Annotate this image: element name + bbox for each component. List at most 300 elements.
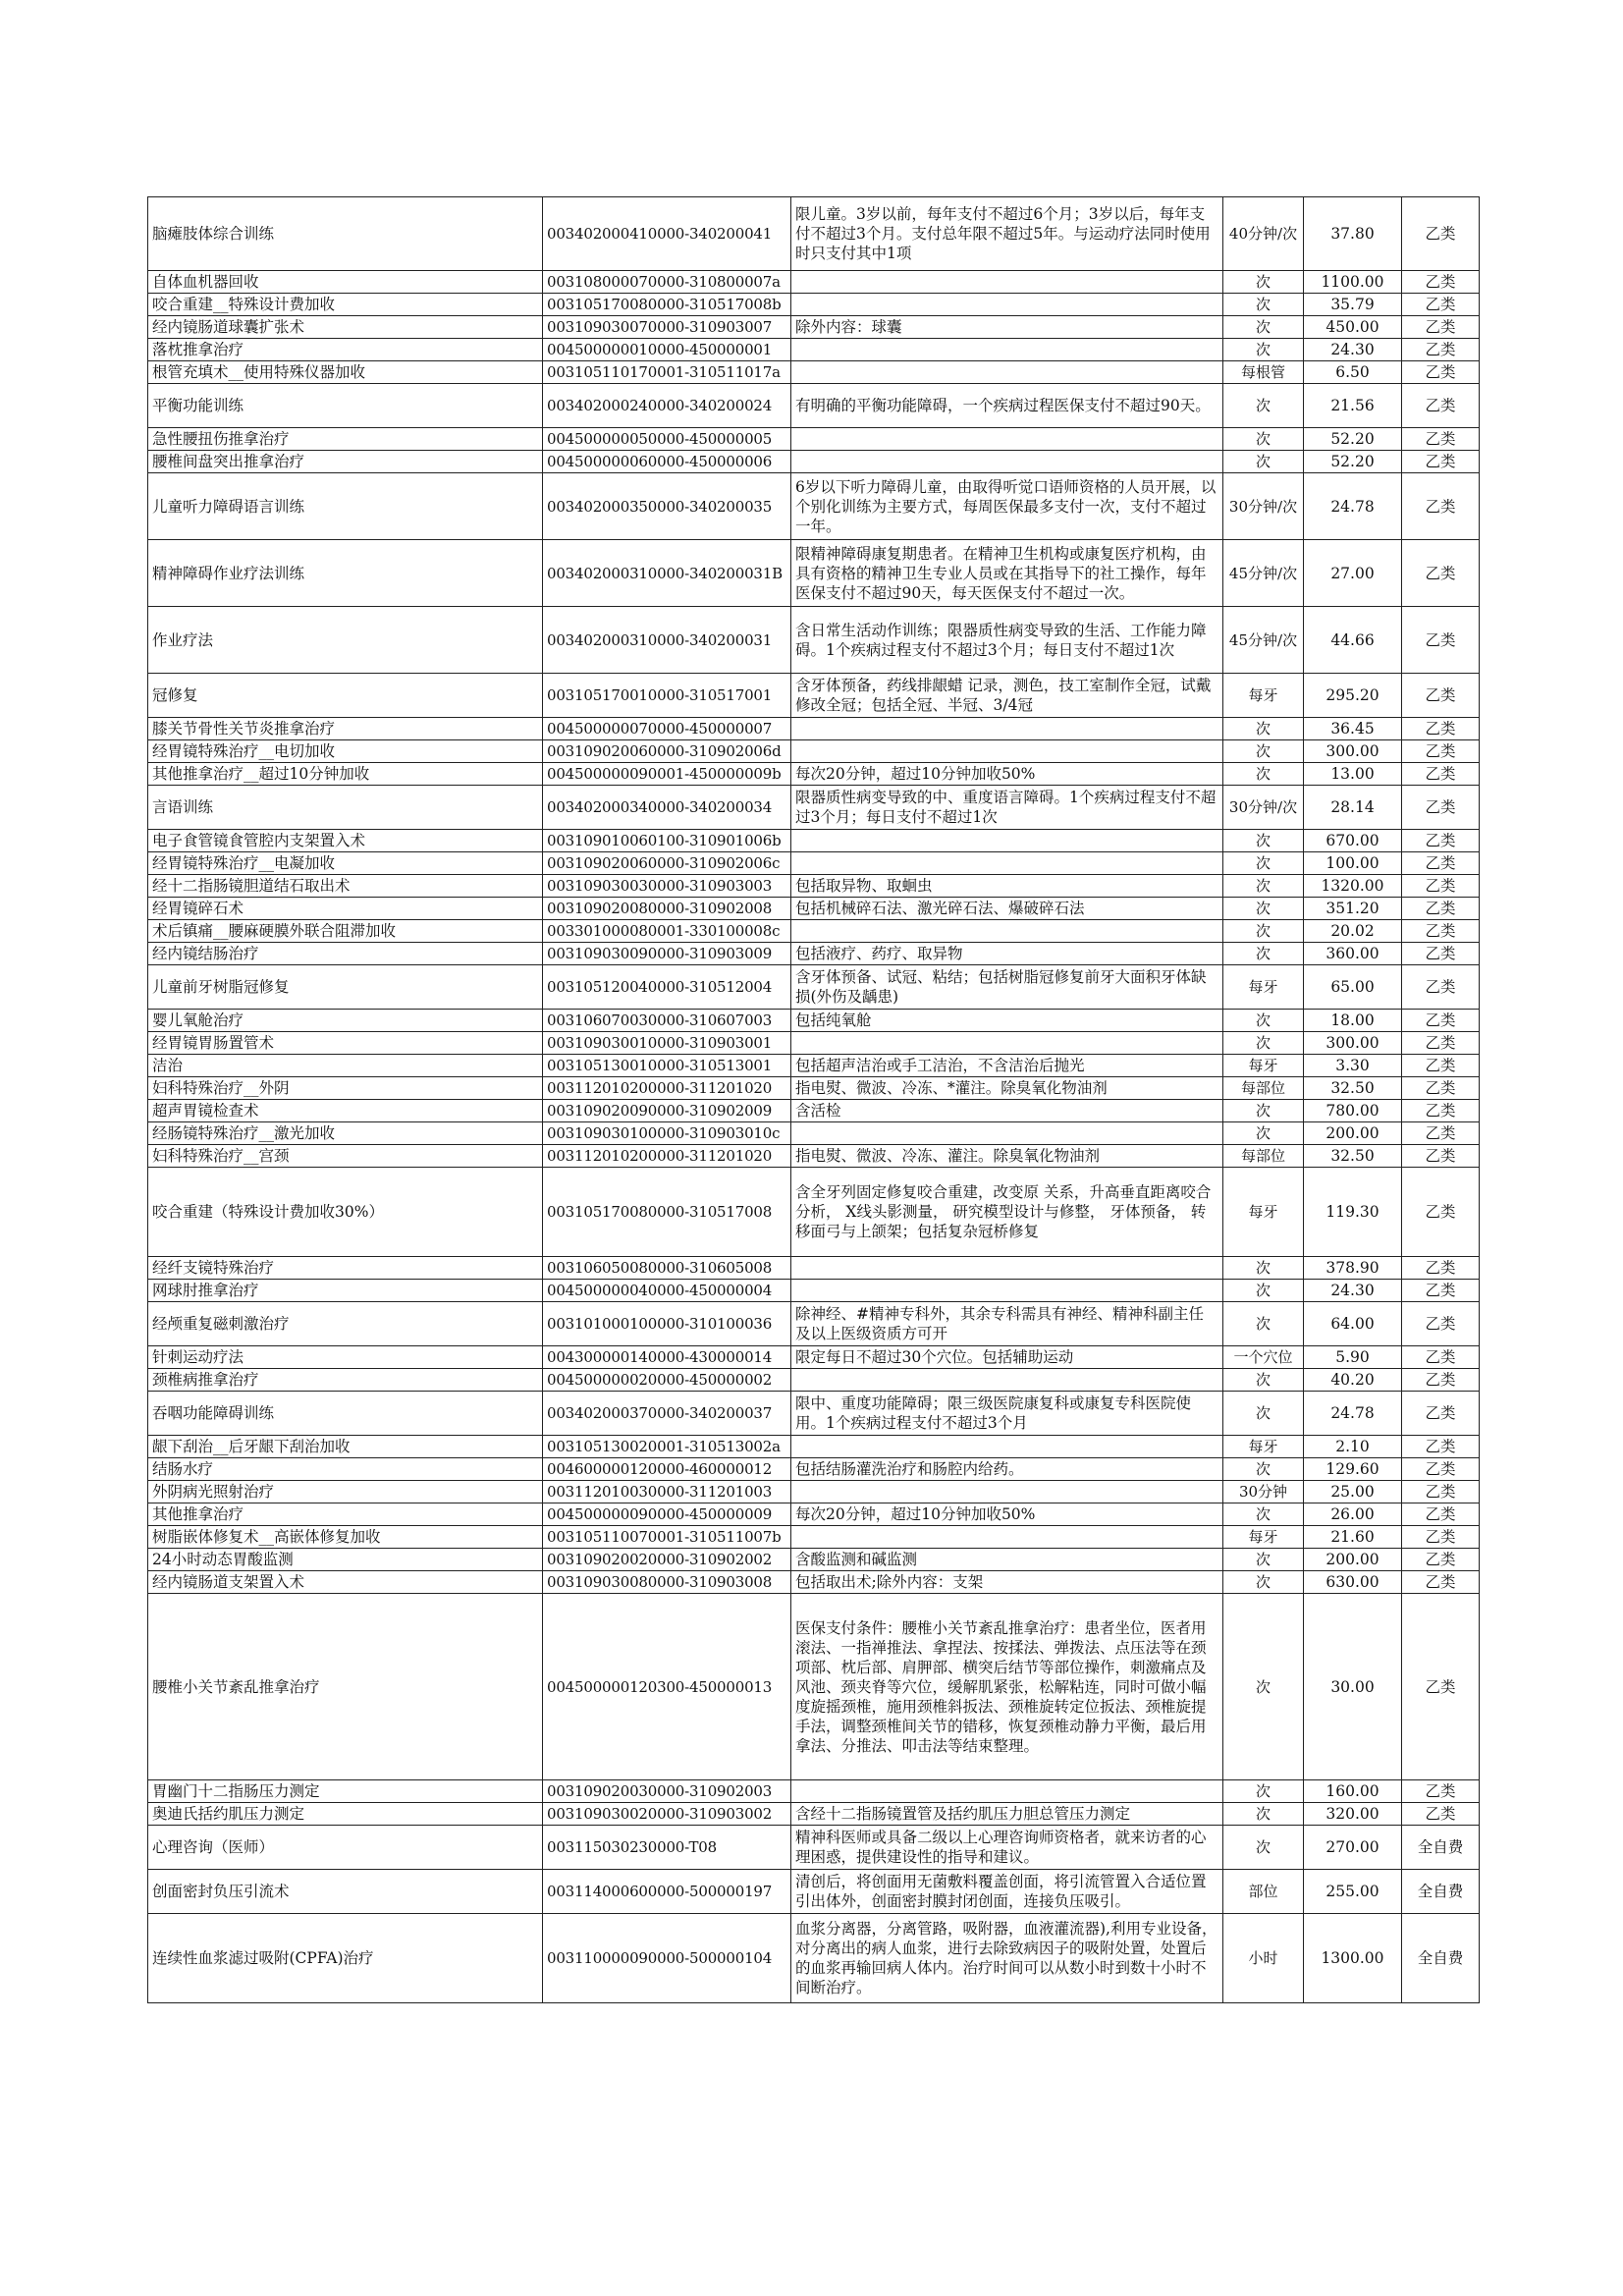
cell-name: 经纤支镜特殊治疗 (148, 1257, 543, 1280)
cell-code: 003112010200000-311201020 (543, 1145, 791, 1168)
cell-unit: 次 (1223, 316, 1304, 339)
cell-name: 脑瘫肢体综合训练 (148, 197, 543, 271)
cell-cat: 乙类 (1402, 1257, 1480, 1280)
cell-cat: 乙类 (1402, 674, 1480, 718)
cell-unit: 次 (1223, 1302, 1304, 1346)
table-row (148, 294, 1480, 316)
table-row (148, 1077, 1480, 1100)
cell-price: 35.79 (1304, 294, 1402, 316)
cell-cat: 乙类 (1402, 1346, 1480, 1369)
cell-note: 限精神障碍康复期患者。在精神卫生机构或康复医疗机构，由具有资格的精神卫生专业人员或在其指导下的社工操作，每年医保支付不超过90天，每天医保支付不超过一次。 (791, 540, 1223, 607)
cell-code: 004500000040000-450000004 (543, 1280, 791, 1302)
table-row (148, 607, 1480, 674)
cell-name: 儿童听力障碍语言训练 (148, 473, 543, 540)
cell-cat: 乙类 (1402, 473, 1480, 540)
cell-cat: 乙类 (1402, 852, 1480, 875)
cell-code: 003109030010000-310903001 (543, 1032, 791, 1055)
cell-note: 含牙体预备，药线排龈蜡 记录，测色，技工室制作全冠，试戴修改全冠；包括全冠、半冠、3/4冠 (791, 674, 1223, 718)
cell-name: 经胃镜特殊治疗__电切加收 (148, 740, 543, 763)
table-row (148, 451, 1480, 473)
cell-cat: 乙类 (1402, 197, 1480, 271)
cell-cat: 乙类 (1402, 1010, 1480, 1032)
cell-unit: 45分钟/次 (1223, 540, 1304, 607)
cell-cat: 乙类 (1402, 875, 1480, 898)
cell-cat: 乙类 (1402, 1302, 1480, 1346)
cell-code: 003402000340000-340200034 (543, 786, 791, 830)
table-row (148, 1122, 1480, 1145)
cell-price: 32.50 (1304, 1077, 1402, 1100)
cell-note: 含活检 (791, 1100, 1223, 1122)
cell-cat: 乙类 (1402, 1803, 1480, 1826)
cell-cat: 乙类 (1402, 1526, 1480, 1549)
cell-note (791, 1257, 1223, 1280)
cell-name: 经胃镜特殊治疗__电凝加收 (148, 852, 543, 875)
cell-code: 003105130010000-310513001 (543, 1055, 791, 1077)
table-row (148, 674, 1480, 718)
cell-unit: 次 (1223, 451, 1304, 473)
cell-unit: 次 (1223, 920, 1304, 943)
cell-code: 003301000080001-330100008c (543, 920, 791, 943)
cell-name: 咬合重建（特殊设计费加收30%） (148, 1168, 543, 1257)
cell-name: 经颅重复磁刺激治疗 (148, 1302, 543, 1346)
table-row (148, 1436, 1480, 1458)
cell-price: 32.50 (1304, 1145, 1402, 1168)
cell-name: 精神障碍作业疗法训练 (148, 540, 543, 607)
cell-unit: 每牙 (1223, 1526, 1304, 1549)
document-page (147, 196, 1479, 2003)
cell-code: 003109030100000-310903010c (543, 1122, 791, 1145)
cell-cat: 乙类 (1402, 1280, 1480, 1302)
cell-unit: 部位 (1223, 1870, 1304, 1914)
cell-unit: 每牙 (1223, 1436, 1304, 1458)
cell-unit: 次 (1223, 830, 1304, 852)
cell-code: 003108000070000-310800007a (543, 271, 791, 294)
cell-cat: 乙类 (1402, 428, 1480, 451)
table-row (148, 1803, 1480, 1826)
cell-code: 003402000240000-340200024 (543, 384, 791, 428)
table-row (148, 1302, 1480, 1346)
cell-cat: 乙类 (1402, 1780, 1480, 1803)
cell-name: 心理咨询（医师） (148, 1826, 543, 1870)
table-row (148, 1257, 1480, 1280)
cell-unit: 次 (1223, 1122, 1304, 1145)
cell-cat: 乙类 (1402, 1369, 1480, 1392)
cell-cat: 乙类 (1402, 1503, 1480, 1526)
cell-price: 52.20 (1304, 451, 1402, 473)
table-row (148, 339, 1480, 361)
cell-name: 婴儿氧舱治疗 (148, 1010, 543, 1032)
cell-code: 003112010200000-311201020 (543, 1077, 791, 1100)
cell-price: 200.00 (1304, 1549, 1402, 1571)
cell-price: 37.80 (1304, 197, 1402, 271)
cell-name: 落枕推拿治疗 (148, 339, 543, 361)
cell-note (791, 451, 1223, 473)
cell-unit: 30分钟/次 (1223, 786, 1304, 830)
cell-cat: 乙类 (1402, 1100, 1480, 1122)
cell-cat: 乙类 (1402, 384, 1480, 428)
cell-price: 1100.00 (1304, 271, 1402, 294)
cell-name: 经胃镜碎石术 (148, 898, 543, 920)
cell-cat: 乙类 (1402, 718, 1480, 740)
cell-unit: 每牙 (1223, 1168, 1304, 1257)
cell-note: 限器质性病变导致的中、重度语言障碍。1个疾病过程支付不超过3个月；每日支付不超过1次 (791, 786, 1223, 830)
cell-cat: 乙类 (1402, 786, 1480, 830)
cell-name: 腰椎间盘突出推拿治疗 (148, 451, 543, 473)
cell-note (791, 1122, 1223, 1145)
cell-note: 指电熨、微波、冷冻、灌注。除臭氧化物油剂 (791, 1145, 1223, 1168)
cell-note: 除神经、#精神专科外，其余专科需具有神经、精神科副主任及以上医级资质方可开 (791, 1302, 1223, 1346)
cell-unit: 每根管 (1223, 361, 1304, 384)
cell-code: 004500000120300-450000013 (543, 1594, 791, 1780)
table-row (148, 1100, 1480, 1122)
cell-price: 1320.00 (1304, 875, 1402, 898)
cell-code: 003112010030000-311201003 (543, 1481, 791, 1503)
cell-note: 包括纯氧舱 (791, 1010, 1223, 1032)
cell-note (791, 740, 1223, 763)
table-row (148, 1032, 1480, 1055)
cell-unit: 次 (1223, 294, 1304, 316)
cell-price: 28.14 (1304, 786, 1402, 830)
cell-note: 包括结肠灌洗治疗和肠腔内给药。 (791, 1458, 1223, 1481)
cell-price: 24.30 (1304, 1280, 1402, 1302)
table-row (148, 1571, 1480, 1594)
cell-price: 25.00 (1304, 1481, 1402, 1503)
cell-price: 3.30 (1304, 1055, 1402, 1077)
cell-note: 医保支付条件：腰椎小关节紊乱推拿治疗：患者坐位，医者用滚法、一指禅推法、拿捏法、按揉法、弹拨法、点压法等在颈项部、枕后部、肩胛部、横突后结节等部位操作，刺激痛点及风池、颈夹脊等穴位，缓解肌紧张，松解粘连，同时可做小幅度旋摇颈椎，施用颈椎斜扳法、颈椎旋转定位扳法、颈椎旋提手法，调整颈椎间关节的错移，恢复颈椎动静力平衡，最后用拿法、分推法、叩击法等结束整理。 (791, 1594, 1223, 1780)
cell-unit: 次 (1223, 384, 1304, 428)
cell-note (791, 428, 1223, 451)
cell-cat: 乙类 (1402, 451, 1480, 473)
cell-price: 44.66 (1304, 607, 1402, 674)
cell-code: 003109020080000-310902008 (543, 898, 791, 920)
cell-cat: 全自费 (1402, 1914, 1480, 2003)
cell-name: 经肠镜特殊治疗__激光加收 (148, 1122, 543, 1145)
cell-unit: 每部位 (1223, 1077, 1304, 1100)
cell-note: 清创后，将创面用无菌敷料覆盖创面，将引流管置入合适位置引出体外，创面密封膜封闭创面，连接负压吸引。 (791, 1870, 1223, 1914)
cell-code: 003105170080000-310517008b (543, 294, 791, 316)
table-row (148, 1870, 1480, 1914)
cell-code: 004500000070000-450000007 (543, 718, 791, 740)
cell-note: 含牙体预备、试冠、粘结；包括树脂冠修复前牙大面积牙体缺损(外伤及龋患) (791, 965, 1223, 1010)
cell-note: 包括取出术;除外内容：支架 (791, 1571, 1223, 1594)
cell-name: 咬合重建__特殊设计费加收 (148, 294, 543, 316)
cell-name: 自体血机器回收 (148, 271, 543, 294)
cell-unit: 次 (1223, 1780, 1304, 1803)
table-row (148, 1549, 1480, 1571)
cell-note (791, 1280, 1223, 1302)
cell-note (791, 920, 1223, 943)
cell-note: 指电熨、微波、冷冻、*灌注。除臭氧化物油剂 (791, 1077, 1223, 1100)
table-row (148, 1145, 1480, 1168)
cell-unit: 30分钟 (1223, 1481, 1304, 1503)
cell-code: 003105120040000-310512004 (543, 965, 791, 1010)
cell-unit: 40分钟/次 (1223, 197, 1304, 271)
cell-note: 血浆分离器，分离管路，吸附器，血液灌流器),利用专业设备，对分离出的病人血浆，进行去除致病因子的吸附处置，处置后的血浆再输回病人体内。治疗时间可以从数小时到数十小时不间断治疗。 (791, 1914, 1223, 2003)
cell-cat: 乙类 (1402, 943, 1480, 965)
cell-price: 36.45 (1304, 718, 1402, 740)
cell-code: 003105130020001-310513002a (543, 1436, 791, 1458)
cell-unit: 次 (1223, 428, 1304, 451)
cell-cat: 乙类 (1402, 1145, 1480, 1168)
cell-unit: 次 (1223, 875, 1304, 898)
cell-name: 针刺运动疗法 (148, 1346, 543, 1369)
cell-note: 每次20分钟，超过10分钟加收50% (791, 763, 1223, 786)
cell-cat: 乙类 (1402, 763, 1480, 786)
cell-code: 004500000050000-450000005 (543, 428, 791, 451)
table-row (148, 1914, 1480, 2003)
cell-note: 含经十二指肠镜置管及括约肌压力胆总管压力测定 (791, 1803, 1223, 1826)
cell-price: 52.20 (1304, 428, 1402, 451)
cell-code: 003109020090000-310902009 (543, 1100, 791, 1122)
cell-note: 每次20分钟，超过10分钟加收50% (791, 1503, 1223, 1526)
cell-code: 003109020030000-310902003 (543, 1780, 791, 1803)
cell-name: 洁治 (148, 1055, 543, 1077)
cell-code: 003105170010000-310517001 (543, 674, 791, 718)
table-row (148, 540, 1480, 607)
cell-code: 004600000120000-460000012 (543, 1458, 791, 1481)
cell-price: 630.00 (1304, 1571, 1402, 1594)
cell-price: 360.00 (1304, 943, 1402, 965)
cell-code: 003402000310000-340200031 (543, 607, 791, 674)
cell-code: 003109030090000-310903009 (543, 943, 791, 965)
cell-code: 003106050080000-310605008 (543, 1257, 791, 1280)
cell-unit: 次 (1223, 339, 1304, 361)
cell-unit: 次 (1223, 1392, 1304, 1436)
cell-code: 003115030230000-T08 (543, 1826, 791, 1870)
cell-price: 670.00 (1304, 830, 1402, 852)
cell-name: 结肠水疗 (148, 1458, 543, 1481)
cell-cat: 乙类 (1402, 1055, 1480, 1077)
cell-unit: 次 (1223, 1100, 1304, 1122)
cell-name: 冠修复 (148, 674, 543, 718)
cell-price: 21.56 (1304, 384, 1402, 428)
table-row (148, 197, 1480, 271)
cell-cat: 乙类 (1402, 361, 1480, 384)
cell-code: 003114000600000-500000197 (543, 1870, 791, 1914)
cell-cat: 乙类 (1402, 316, 1480, 339)
cell-price: 13.00 (1304, 763, 1402, 786)
table-row (148, 384, 1480, 428)
cell-unit: 次 (1223, 1369, 1304, 1392)
table-row (148, 1010, 1480, 1032)
cell-code: 003109020060000-310902006c (543, 852, 791, 875)
cell-unit: 30分钟/次 (1223, 473, 1304, 540)
cell-name: 妇科特殊治疗__外阴 (148, 1077, 543, 1100)
cell-note: 6岁以下听力障碍儿童，由取得听觉口语师资格的人员开展，以个别化训练为主要方式，每周医保最多支付一次，支付不超过一年。 (791, 473, 1223, 540)
cell-name: 经十二指肠镜胆道结石取出术 (148, 875, 543, 898)
cell-unit: 次 (1223, 1257, 1304, 1280)
cell-note: 限儿童。3岁以前，每年支付不超过6个月；3岁以后，每年支付不超过3个月。支付总年限不超过5年。与运动疗法同时使用时只支付其中1项 (791, 197, 1223, 271)
cell-note: 有明确的平衡功能障碍，一个疾病过程医保支付不超过90天。 (791, 384, 1223, 428)
cell-note (791, 1436, 1223, 1458)
cell-note (791, 830, 1223, 852)
cell-note: 含酸监测和碱监测 (791, 1549, 1223, 1571)
cell-price: 255.00 (1304, 1870, 1402, 1914)
cell-name: 外阴病光照射治疗 (148, 1481, 543, 1503)
cell-code: 003402000370000-340200037 (543, 1392, 791, 1436)
cell-note (791, 294, 1223, 316)
cell-unit: 次 (1223, 1503, 1304, 1526)
cell-cat: 乙类 (1402, 1458, 1480, 1481)
cell-name: 经胃镜胃肠置管术 (148, 1032, 543, 1055)
cell-code: 003109010060100-310901006b (543, 830, 791, 852)
cell-cat: 全自费 (1402, 1826, 1480, 1870)
cell-code: 003110000090000-500000104 (543, 1914, 791, 2003)
cell-cat: 全自费 (1402, 1870, 1480, 1914)
cell-price: 64.00 (1304, 1302, 1402, 1346)
cell-cat: 乙类 (1402, 1122, 1480, 1145)
cell-note (791, 271, 1223, 294)
cell-name: 经内镜肠道球囊扩张术 (148, 316, 543, 339)
cell-name: 其他推拿治疗 (148, 1503, 543, 1526)
cell-price: 6.50 (1304, 361, 1402, 384)
cell-name: 平衡功能训练 (148, 384, 543, 428)
cell-code: 003105110170001-310511017a (543, 361, 791, 384)
table-row (148, 1526, 1480, 1549)
cell-name: 腰椎小关节紊乱推拿治疗 (148, 1594, 543, 1780)
cell-name: 急性腰扭伤推拿治疗 (148, 428, 543, 451)
cell-code: 003402000350000-340200035 (543, 473, 791, 540)
cell-code: 003106070030000-310607003 (543, 1010, 791, 1032)
cell-cat: 乙类 (1402, 540, 1480, 607)
cell-code: 003109020020000-310902002 (543, 1549, 791, 1571)
table-row (148, 1503, 1480, 1526)
cell-unit: 45分钟/次 (1223, 607, 1304, 674)
cell-name: 创面密封负压引流术 (148, 1870, 543, 1914)
cell-name: 超声胃镜检查术 (148, 1100, 543, 1122)
cell-code: 003105110070001-310511007b (543, 1526, 791, 1549)
cell-code: 004500000020000-450000002 (543, 1369, 791, 1392)
cell-cat: 乙类 (1402, 1392, 1480, 1436)
cell-unit: 次 (1223, 763, 1304, 786)
table-row (148, 1392, 1480, 1436)
cell-price: 26.00 (1304, 1503, 1402, 1526)
cell-cat: 乙类 (1402, 1032, 1480, 1055)
cell-cat: 乙类 (1402, 740, 1480, 763)
cell-note: 包括取异物、取蛔虫 (791, 875, 1223, 898)
table-row (148, 1369, 1480, 1392)
cell-name: 胃幽门十二指肠压力测定 (148, 1780, 543, 1803)
cell-name: 膝关节骨性关节炎推拿治疗 (148, 718, 543, 740)
cell-note (791, 361, 1223, 384)
cell-price: 27.00 (1304, 540, 1402, 607)
table-row (148, 875, 1480, 898)
cell-unit: 次 (1223, 1826, 1304, 1870)
cell-unit: 一个穴位 (1223, 1346, 1304, 1369)
cell-name: 经内镜肠道支架置入术 (148, 1571, 543, 1594)
cell-note: 含全牙列固定修复咬合重建，改变原 关系，升高垂直距离咬合分析， X线头影测量， 研究模型设计与修整， 牙体预备， 转移面弓与上颌架；包括复杂冠桥修复 (791, 1168, 1223, 1257)
table-row (148, 1826, 1480, 1870)
cell-price: 270.00 (1304, 1826, 1402, 1870)
cell-unit: 次 (1223, 1032, 1304, 1055)
cell-unit: 次 (1223, 1458, 1304, 1481)
table-row (148, 965, 1480, 1010)
cell-note: 限中、重度功能障碍；限三级医院康复科或康复专科医院使用。1个疾病过程支付不超过3个月 (791, 1392, 1223, 1436)
cell-cat: 乙类 (1402, 1549, 1480, 1571)
cell-name: 奥迪氏括约肌压力测定 (148, 1803, 543, 1826)
cell-name: 网球肘推拿治疗 (148, 1280, 543, 1302)
cell-price: 5.90 (1304, 1346, 1402, 1369)
cell-code: 003109020060000-310902006d (543, 740, 791, 763)
cell-price: 21.60 (1304, 1526, 1402, 1549)
cell-unit: 次 (1223, 898, 1304, 920)
fee-table-body (148, 197, 1480, 2003)
cell-unit: 次 (1223, 1549, 1304, 1571)
cell-cat: 乙类 (1402, 1168, 1480, 1257)
cell-unit: 次 (1223, 1594, 1304, 1780)
cell-note (791, 1780, 1223, 1803)
cell-code: 003402000310000-340200031B (543, 540, 791, 607)
cell-note: 除外内容：球囊 (791, 316, 1223, 339)
cell-code: 004300000140000-430000014 (543, 1346, 791, 1369)
table-row (148, 1780, 1480, 1803)
cell-price: 24.78 (1304, 1392, 1402, 1436)
table-row (148, 852, 1480, 875)
cell-name: 根管充填术__使用特殊仪器加收 (148, 361, 543, 384)
cell-code: 003105170080000-310517008 (543, 1168, 791, 1257)
cell-cat: 乙类 (1402, 1436, 1480, 1458)
cell-code: 003109030070000-310903007 (543, 316, 791, 339)
cell-name: 术后镇痛__腰麻硬膜外联合阻滞加收 (148, 920, 543, 943)
table-row (148, 1481, 1480, 1503)
cell-name: 作业疗法 (148, 607, 543, 674)
cell-note (791, 1526, 1223, 1549)
table-row (148, 1280, 1480, 1302)
cell-code: 003109030020000-310903002 (543, 1803, 791, 1826)
cell-unit: 次 (1223, 943, 1304, 965)
cell-code: 004500000060000-450000006 (543, 451, 791, 473)
cell-name: 其他推拿治疗__超过10分钟加收 (148, 763, 543, 786)
cell-unit: 次 (1223, 1280, 1304, 1302)
cell-cat: 乙类 (1402, 294, 1480, 316)
cell-price: 300.00 (1304, 740, 1402, 763)
cell-code: 003101000100000-310100036 (543, 1302, 791, 1346)
cell-cat: 乙类 (1402, 271, 1480, 294)
table-row (148, 740, 1480, 763)
cell-price: 24.30 (1304, 339, 1402, 361)
cell-code: 004500000010000-450000001 (543, 339, 791, 361)
cell-cat: 乙类 (1402, 1594, 1480, 1780)
cell-unit: 小时 (1223, 1914, 1304, 2003)
table-row (148, 718, 1480, 740)
cell-name: 吞咽功能障碍训练 (148, 1392, 543, 1436)
cell-price: 160.00 (1304, 1780, 1402, 1803)
cell-note (791, 718, 1223, 740)
cell-price: 2.10 (1304, 1436, 1402, 1458)
cell-price: 450.00 (1304, 316, 1402, 339)
cell-note (791, 339, 1223, 361)
cell-unit: 每部位 (1223, 1145, 1304, 1168)
cell-cat: 乙类 (1402, 898, 1480, 920)
cell-note (791, 1032, 1223, 1055)
table-row (148, 271, 1480, 294)
cell-unit: 每牙 (1223, 965, 1304, 1010)
cell-note (791, 1369, 1223, 1392)
table-row (148, 1458, 1480, 1481)
table-row (148, 830, 1480, 852)
fee-table (147, 196, 1480, 2003)
cell-note (791, 852, 1223, 875)
cell-note: 限定每日不超过30个穴位。包括辅助运动 (791, 1346, 1223, 1369)
cell-unit: 次 (1223, 852, 1304, 875)
cell-price: 40.20 (1304, 1369, 1402, 1392)
cell-note: 包括液疗、药疗、取异物 (791, 943, 1223, 965)
cell-name: 树脂嵌体修复术__高嵌体修复加收 (148, 1526, 543, 1549)
cell-price: 351.20 (1304, 898, 1402, 920)
cell-name: 电子食管镜食管腔内支架置入术 (148, 830, 543, 852)
cell-cat: 乙类 (1402, 1571, 1480, 1594)
table-row (148, 361, 1480, 384)
